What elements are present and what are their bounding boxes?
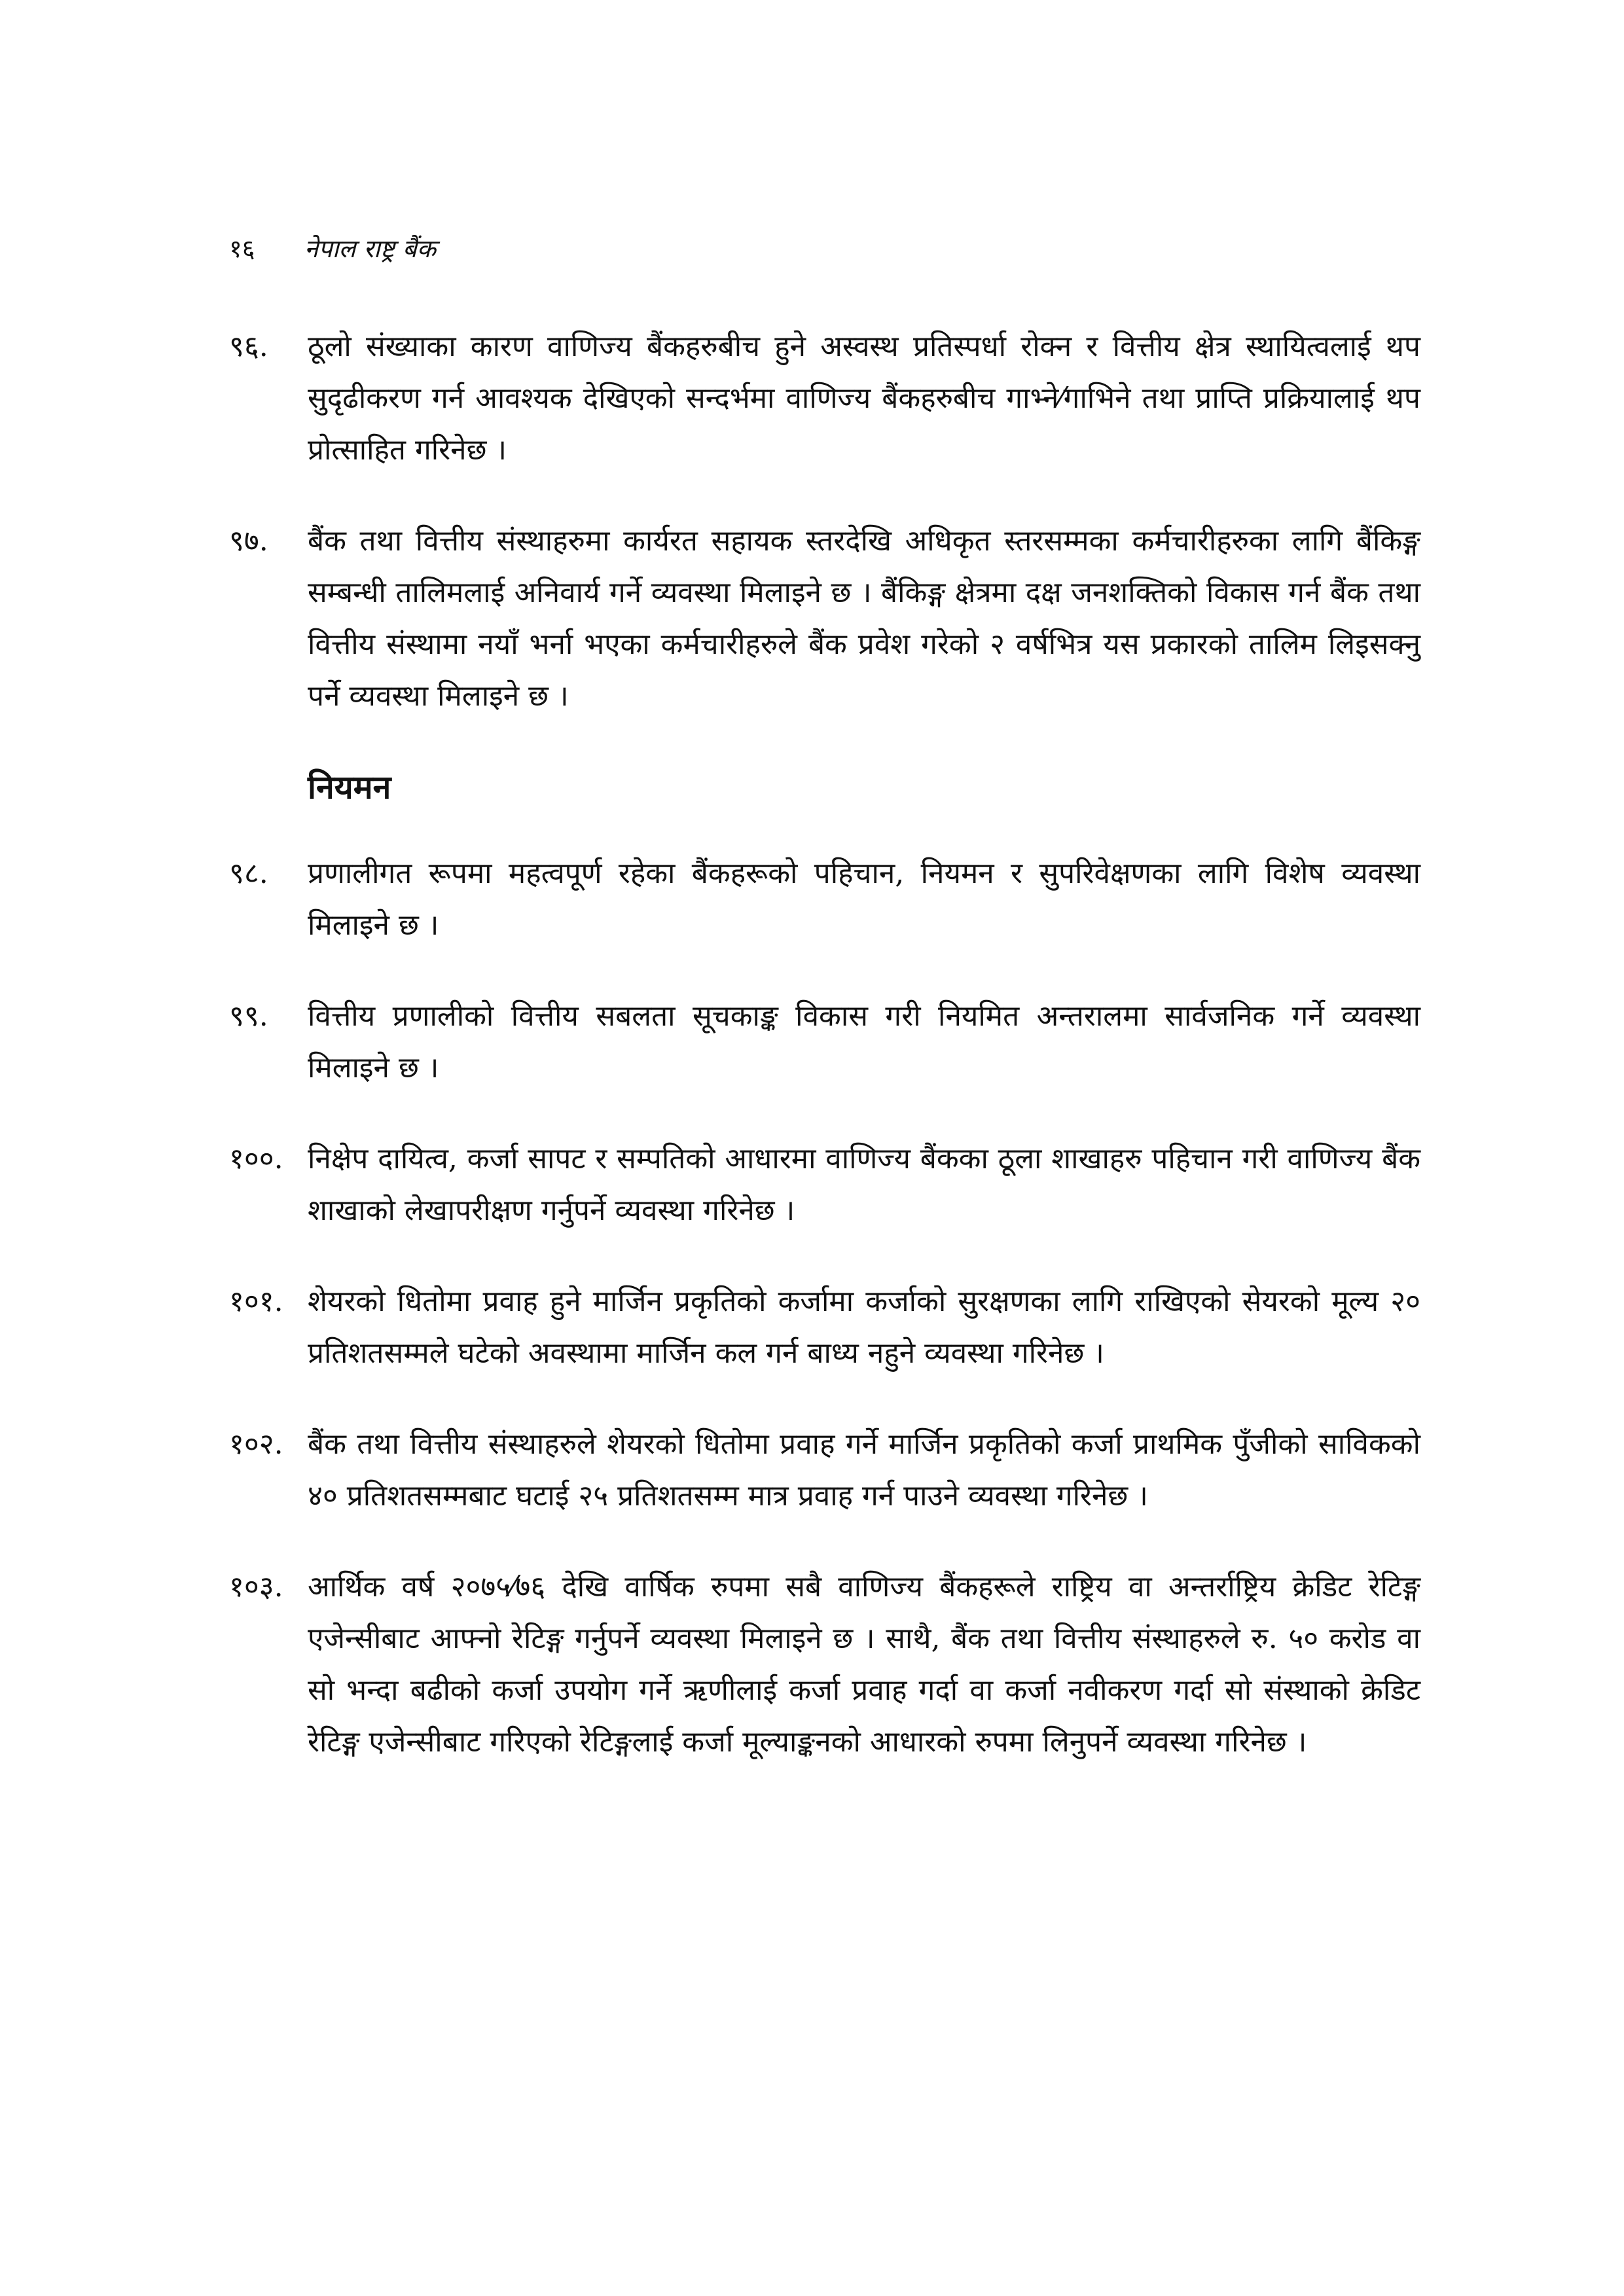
paragraph-99 [229,990,1420,1094]
paragraph-98 [229,848,1420,951]
paragraph-97 [229,515,1420,722]
paragraph-text: आर्थिक वर्ष २०७५⁄७६ देखि वार्षिक रुपमा सबै वाणिज्य बैंकहरूले राष्ट्रिय वा अन्तर्राष्ट्रिय क्रेडिट रेटिङ्ग एजेन्सीबाट आफ्नो रेटिङ्ग गर्नुपर्ने व्यवस्था मिलाइने छ । साथै, बैंक तथा वित्तीय संस्थाहरुले रु. ५० करोड वा सो भन्दा बढीको कर्जा उपयोग गर्ने ऋणीलाई कर्जा प्रवाह गर्दा वा कर्जा नवीकरण गर्दा सो संस्थाको क्रेडिट रेटिङ्ग एजेन्सीबाट गरिएको रेटिङ्गलाई कर्जा मूल्याङ्कनको आधारको रुपमा लिनुपर्ने व्यवस्था गरिनेछ । [308,1570,1420,1759]
paragraph-text: बैंक तथा वित्तीय संस्थाहरुले शेयरको धितोमा प्रवाह गर्ने मार्जिन प्रकृतिको कर्जा प्राथमिक पुँजीको साविकको ४० प्रतिशतसम्मबाट घटाई २५ प्रतिशतसम्म मात्र प्रवाह गर्न पाउने व्यवस्था गरिनेछ । [308,1427,1420,1513]
paragraph-number: १००. [229,1142,283,1175]
paragraph-text: शेयरको धितोमा प्रवाह हुने मार्जिन प्रकृतिको कर्जामा कर्जाको सुरक्षणका लागि राखिएको सेयरको मूल्य २० प्रतिशतसम्मले घटेको अवस्थामा मार्जिन कल गर्न बाध्य नहुने व्यवस्था गरिनेछ । [308,1285,1420,1370]
paragraph-number: ९८. [229,857,268,890]
paragraph-text: ठूलो संख्याका कारण वाणिज्य बैंकहरुबीच हुने अस्वस्थ प्रतिस्पर्धा रोक्न र वित्तीय क्षेत्र स्थायित्वलाई थप सुदृढीकरण गर्न आवश्यक देखिएको सन्दर्भमा वाणिज्य बैंकहरुबीच गाभ्ने⁄गाभिने तथा प्राप्ति प्रक्रियालाई थप प्रोत्साहित गरिनेछ । [308,330,1420,467]
paragraph-number: ९९. [229,999,268,1033]
paragraph-number: ९६. [229,330,268,363]
paragraph-number: १०३. [229,1570,283,1604]
paragraph-number: १०२. [229,1427,283,1461]
paragraph-text: प्रणालीगत रूपमा महत्वपूर्ण रहेका बैंकहरूको पहिचान, नियमन र सुपरिवेक्षणका लागि विशेष व्यवस्था मिलाइने छ । [308,857,1420,942]
paragraph-text: निक्षेप दायित्व, कर्जा सापट र सम्पतिको आधारमा वाणिज्य बैंकका ठूला शाखाहरु पहिचान गरी वाणिज्य बैंक शाखाको लेखापरीक्षण गर्नुपर्ने व्यवस्था गरिनेछ । [308,1142,1420,1227]
paragraph-text: वित्तीय प्रणालीको वित्तीय सबलता सूचकाङ्क विकास गरी नियमित अन्तरालमा सार्वजनिक गर्ने व्यवस्था मिलाइने छ । [308,999,1420,1085]
paragraph-101 [229,1276,1420,1379]
paragraph-103 [229,1561,1420,1768]
page-number: १६ [229,234,255,263]
section-heading: नियमन [308,768,391,806]
paragraph-100 [229,1133,1420,1236]
paragraph-number: १०१. [229,1285,283,1318]
running-header [229,229,436,268]
paragraph-102 [229,1418,1420,1522]
paragraph-number: ९७. [229,524,268,558]
document-body [229,321,1420,1807]
running-title: नेपाल राष्ट्र बैंक [304,234,436,263]
paragraph-text: बैंक तथा वित्तीय संस्थाहरुमा कार्यरत सहायक स्तरदेखि अधिकृत स्तरसम्मका कर्मचारीहरुका लागि बैंकिङ्ग सम्बन्धी तालिमलाई अनिवार्य गर्ने व्यवस्था मिलाइने छ । बैंकिङ्ग क्षेत्रमा दक्ष जनशक्तिको विकास गर्न बैंक तथा वित्तीय संस्थामा नयाँ भर्ना भएका कर्मचारीहरुले बैंक प्रवेश गरेको २ वर्षभित्र यस प्रकारको तालिम लिइसक्नु पर्ने व्यवस्था मिलाइने छ । [308,524,1420,713]
paragraph-96 [229,321,1420,476]
